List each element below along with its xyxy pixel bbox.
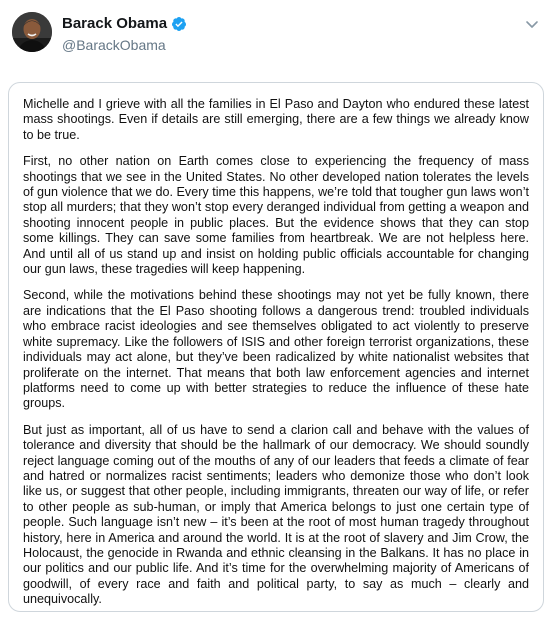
author-display-name[interactable]: Barack Obama xyxy=(62,15,168,32)
name-row xyxy=(62,14,187,34)
statement-image-card[interactable] xyxy=(8,82,544,612)
author-handle[interactable]: @BarackObama xyxy=(62,37,166,53)
author-block xyxy=(62,14,187,55)
avatar-image xyxy=(12,12,52,52)
avatar[interactable] xyxy=(12,12,52,52)
statement-paragraph-1: Michelle and I grieve with all the families in El Paso and Dayton who endured these latest mass shootings. Even if details are still emerging, there are a few things we already know to be true. xyxy=(23,97,529,142)
statement-paragraph-2: First, no other nation on Earth comes close to experiencing the frequency of mass shootings that we see in the United States. No other developed nation tolerates the levels of gun violence that we do. Every time this happens, we’re told that tougher gun laws won’t stop all murders; that they won’t stop every deranged individual from getting a weapon and shooting innocent people in public places. But the evidence shows that they can stop some killings. They can save some families from heartbreak. We are not helpless here. And until all of us stand up and insist on holding public officials accountable for changing our gun laws, these tragedies will keep happening. xyxy=(23,154,529,277)
tweet-header xyxy=(0,0,552,74)
statement-paragraph-3: Second, while the motivations behind these shootings may not yet be fully known, there are indications that the El Paso shooting follows a dangerous trend: troubled individuals who embrace racist ideologies and see themselves obligated to act violently to preserve white supremacy. Like the followers of ISIS and other foreign terrorist organizations, these individuals may act alone, but they’ve been radicalized by white nationalist websites that proliferate on the internet. That means that both law enforcement agencies and internet platforms need to come up with better strategies to reduce the influence of these hate groups. xyxy=(23,288,529,411)
chevron-down-icon[interactable] xyxy=(524,16,540,32)
statement-text xyxy=(23,97,529,612)
verified-badge-icon xyxy=(171,16,187,32)
statement-paragraph-4: But just as important, all of us have to send a clarion call and behave with the values of tolerance and diversity that should be the hallmark of our democracy. We should soundly reject language coming out of the mouths of any of our leaders that feeds a climate of fear and hatred or normalizes racist sentiments; leaders who demonize those who don’t look like us, or suggest that other people, including immigrants, threaten our way of life, or refer to other people as sub-human, or imply that America belongs to just one certain type of people. Such language isn’t new – it’s been at the root of most human tragedy throughout history, here in America and around the world. It is at the root of slavery and Jim Crow, the Holocaust, the genocide in Rwanda and ethnic cleansing in the Balkans. It has no place in our politics and our public life. And it’s time for the overwhelming majority of Americans of goodwill, of every race and faith and political party, to say as much – clearly and unequivocally. xyxy=(23,422,529,607)
